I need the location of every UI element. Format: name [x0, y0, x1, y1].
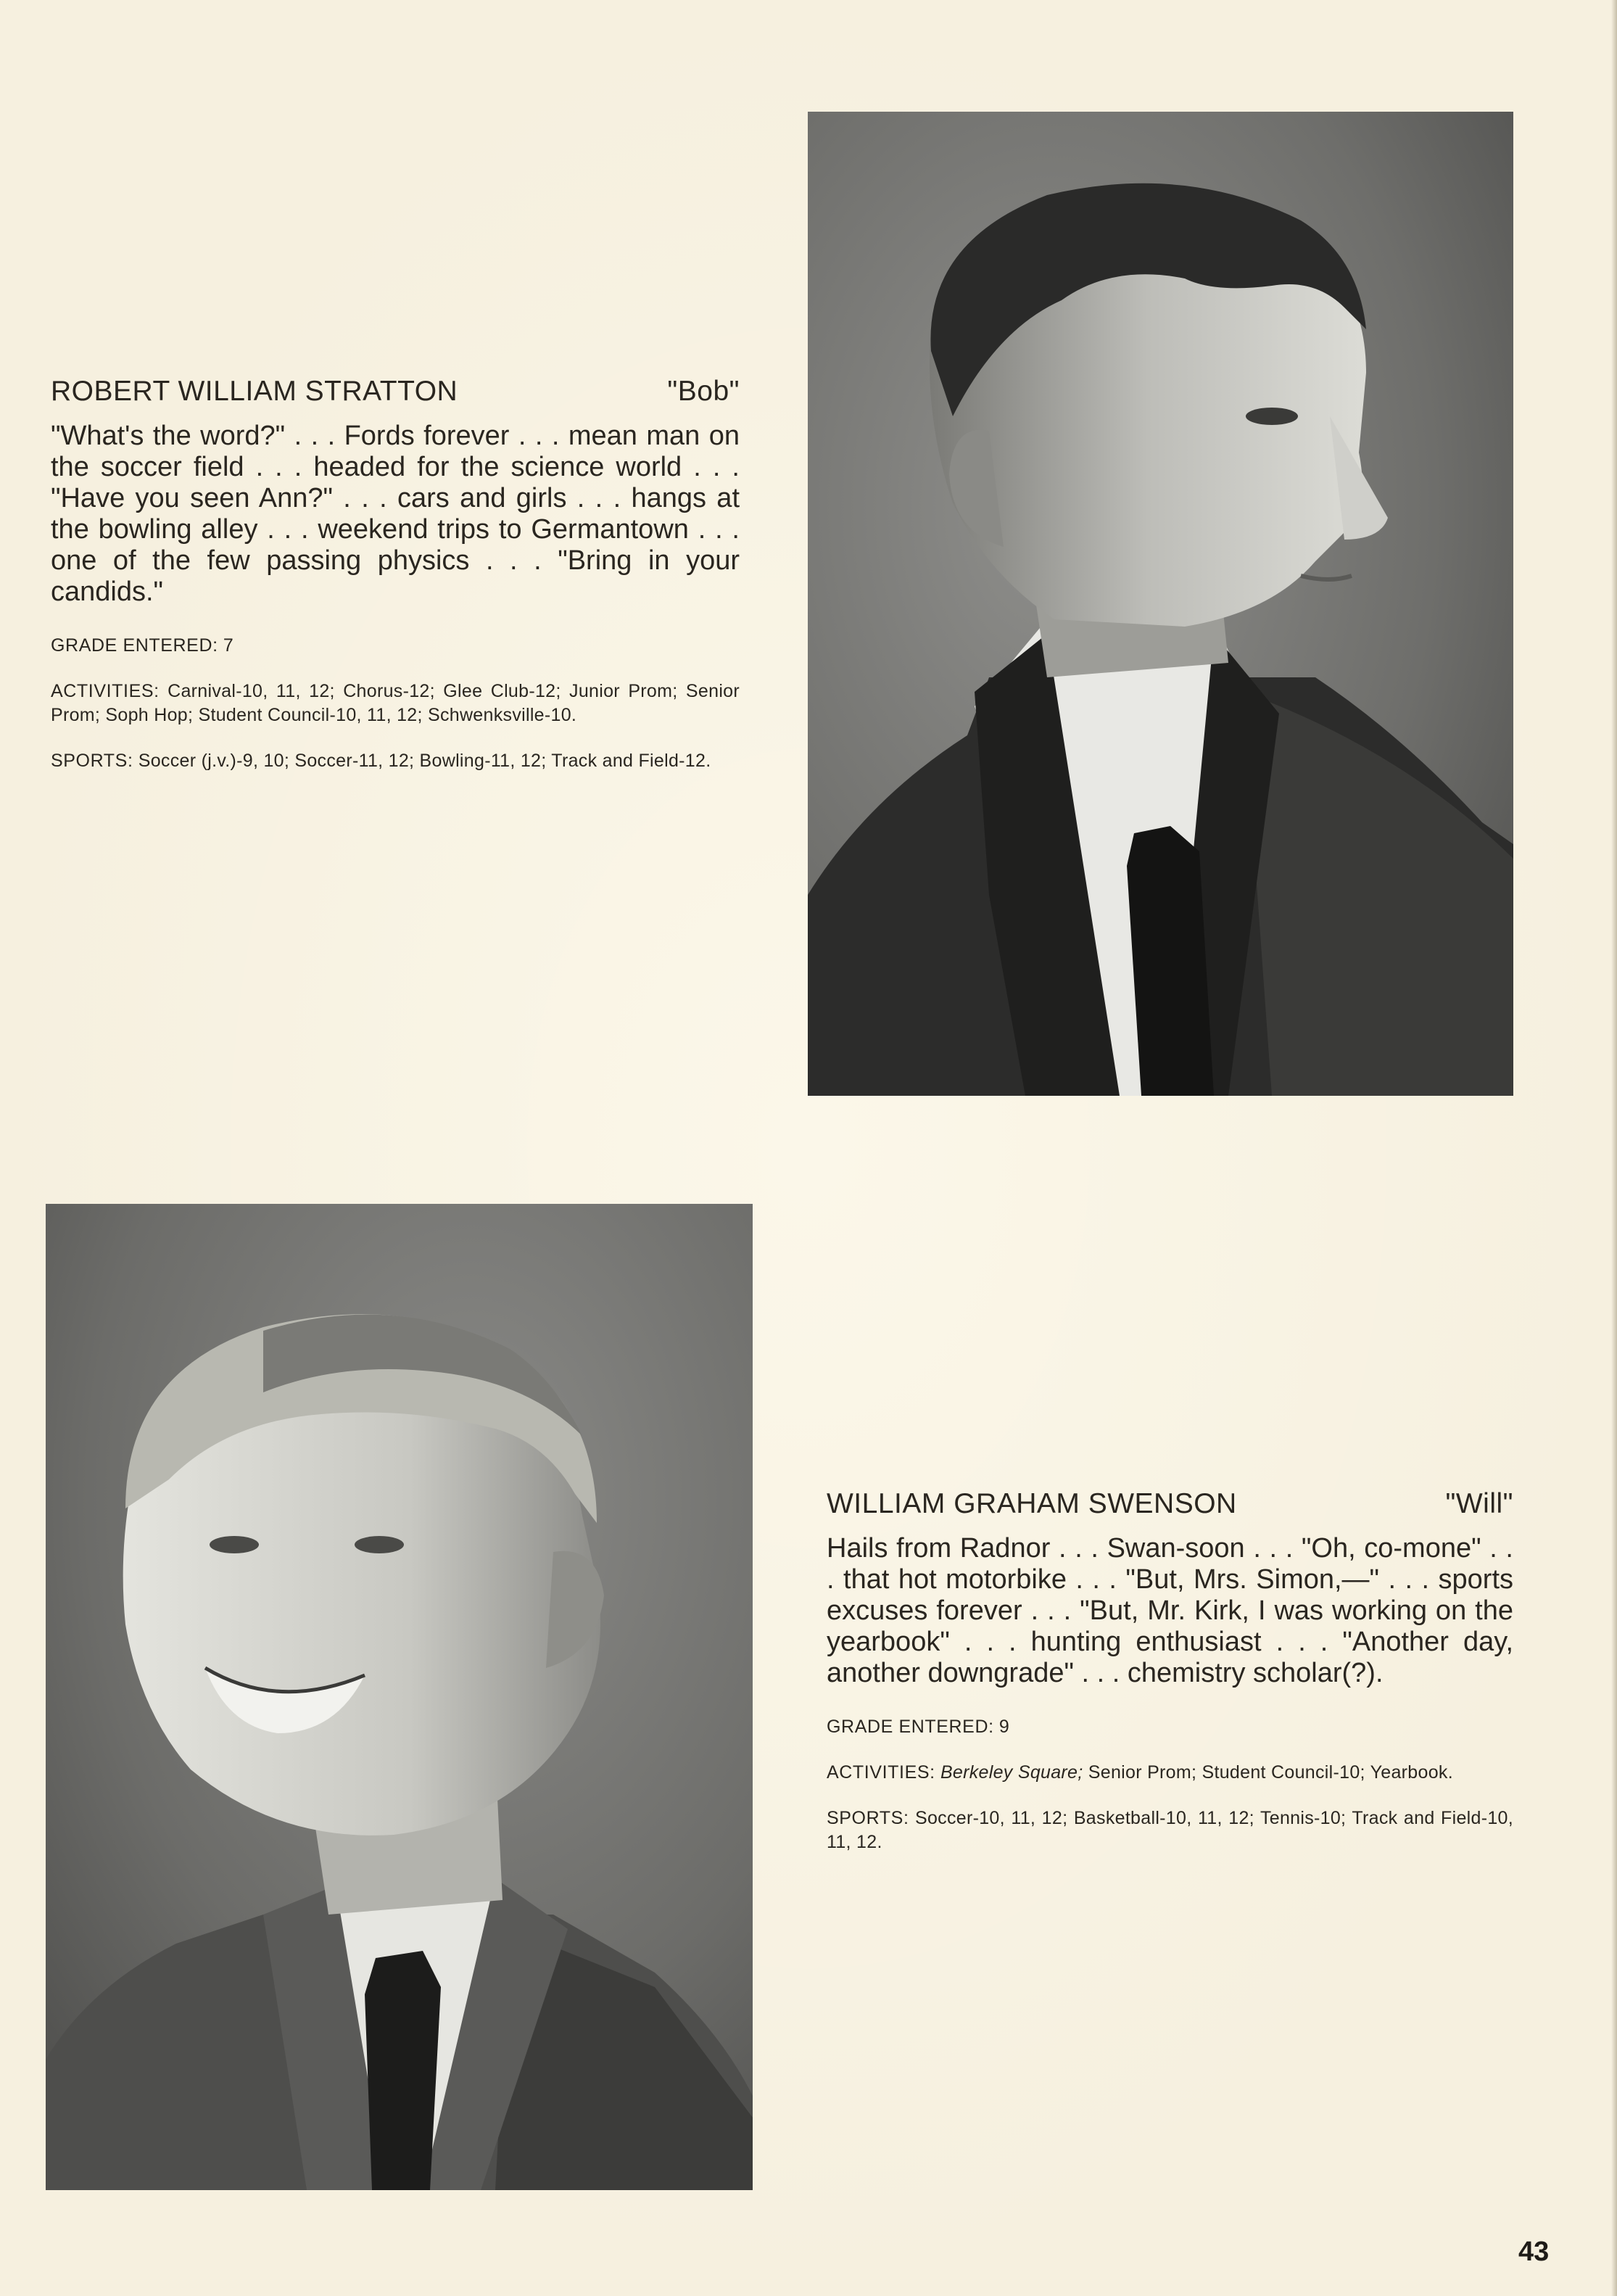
grade-entered-value: 7 [223, 635, 234, 656]
sports [827, 1806, 1513, 1854]
activities [51, 680, 740, 727]
student-entry-stratton [51, 376, 740, 795]
student-name: ROBERT WILLIAM STRATTON [51, 376, 458, 407]
activities-label: ACTIVITIES: [827, 1762, 935, 1783]
sports-value: Soccer-10, 11, 12; Basketball-10, 11, 12; Tennis-10; Track and Field-10, 11, 12. [827, 1808, 1513, 1852]
sports-value: Soccer (j.v.)-9, 10; Soccer-11, 12; Bowling-11, 12; Track and Field-12. [138, 751, 711, 771]
activities-value: Senior Prom; Student Council-10; Yearbook. [1088, 1762, 1453, 1783]
sports [51, 749, 740, 773]
name-row [827, 1488, 1513, 1520]
portrait-photo-stratton [808, 112, 1513, 1096]
grade-entered-label: GRADE ENTERED: [51, 635, 218, 656]
student-nickname: "Will" [1445, 1488, 1513, 1519]
page-number: 43 [1518, 2237, 1550, 2267]
student-bio: "What's the word?" . . . Fords forever . . . mean man on the soccer field . . . headed for the science world . . . "Have you seen Ann?" . . . cars and girls . . . hangs at the bowling alley . . . weekend trips to Germantown . . . one of the few passing physics . . . "Bring in your candids." [51, 421, 740, 607]
student-nickname: "Bob" [667, 376, 740, 407]
activities [827, 1761, 1513, 1785]
grade-entered [827, 1715, 1513, 1739]
page-edge-shadow [1611, 0, 1617, 2296]
sports-label: SPORTS: [827, 1808, 909, 1828]
grade-entered-value: 9 [998, 1717, 1010, 1737]
activities-italic-value: Berkeley Square; [940, 1762, 1083, 1783]
student-name: WILLIAM GRAHAM SWENSON [827, 1488, 1237, 1519]
activities-label: ACTIVITIES: [51, 681, 160, 701]
portrait-photo-swenson [46, 1204, 753, 2190]
name-row [51, 376, 740, 408]
grade-entered [51, 634, 740, 658]
student-entry-swenson [827, 1488, 1513, 1876]
sports-label: SPORTS: [51, 751, 133, 771]
grade-entered-label: GRADE ENTERED: [827, 1717, 994, 1737]
student-bio: Hails from Radnor . . . Swan-soon . . . "Oh, co-mone" . . . that hot motorbike . . . "But, Mrs. Simon,—" . . . sports excuses forever . . . "But, Mr. Kirk, I was working on the yearbook" . . . hunting enthusiast . . . "Another day, another downgrade" . . . chemistry scholar(?). [827, 1533, 1513, 1688]
activities-value: Carnival-10, 11, 12; Chorus-12; Glee Club-12; Junior Prom; Senior Prom; Soph Hop; Student Council-10, 11, 12; Schwenksville-10. [51, 681, 740, 725]
